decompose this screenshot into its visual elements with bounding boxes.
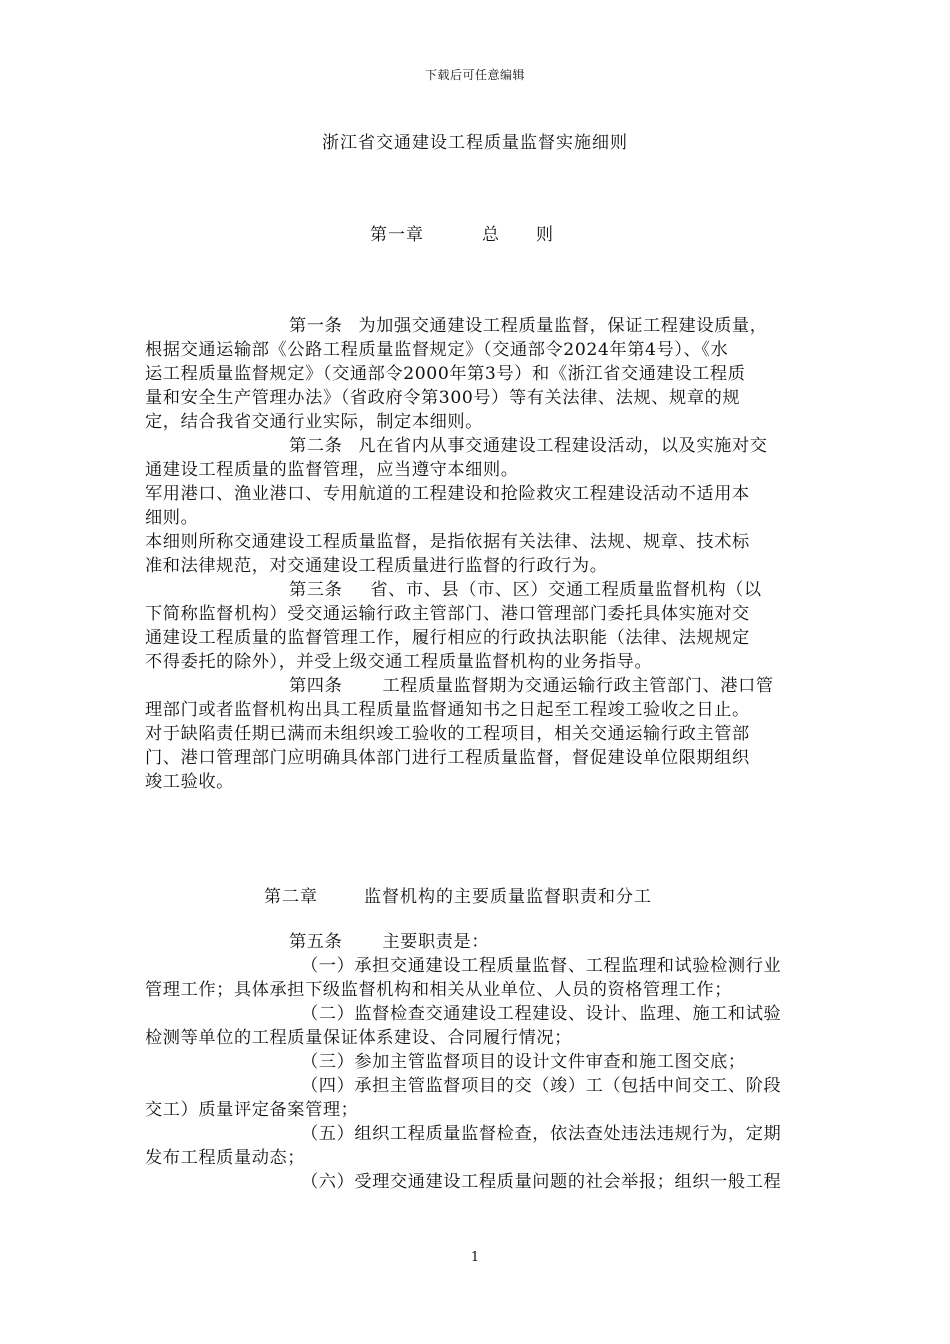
chapter-2-title: 监督机构的主要质量监督职责和分工 — [364, 887, 652, 907]
article-3-label: 第三条 — [289, 580, 343, 600]
article-3-line: 下简称监督机构）受交通运输行政主管部门、港口管理部门委托具体实施对交 — [145, 604, 750, 624]
duty-item: （六）受理交通建设工程质量问题的社会举报；组织一般工程 — [301, 1172, 782, 1192]
article-4-line: 门、港口管理部门应明确具体部门进行工程质量监督，督促建设单位限期组织 — [145, 748, 750, 768]
chapter-1-title-part-2: 则 — [536, 225, 554, 245]
document-title: 浙江省交通建设工程质量监督实施细则 — [322, 133, 628, 153]
article-2-label: 第二条 — [289, 436, 343, 456]
duty-item: （一）承担交通建设工程质量监督、工程监理和试验检测行业 — [301, 956, 782, 976]
article-5-label: 第五条 — [289, 932, 343, 952]
chapter-2-body — [145, 930, 811, 1194]
header-note: 下载后可任意编辑 — [424, 68, 525, 82]
chapter-1-title-part-1: 总 — [482, 225, 500, 245]
duty-item: （三）参加主管监督项目的设计文件审查和施工图交底； — [301, 1052, 746, 1072]
duty-item: 交工）质量评定备案管理； — [145, 1100, 359, 1120]
article-4-line: 竣工验收。 — [145, 772, 234, 792]
duty-item: 管理工作；具体承担下级监督机构和相关从业单位、人员的资格管理工作； — [145, 980, 732, 1000]
chapter-2-heading — [264, 882, 652, 907]
article-2-line: 本细则所称交通建设工程质量监督，是指依据有关法律、法规、规章、技术标 — [145, 532, 750, 552]
duty-item: （五）组织工程质量监督检查，依法查处违法违规行为，定期 — [301, 1124, 782, 1144]
article-4-label: 第四条 — [289, 676, 343, 696]
article-2-text: 凡在省内从事交通建设工程建设活动，以及实施对交 — [358, 436, 768, 456]
article-1-text: 为加强交通建设工程质量监督，保证工程建设质量， — [358, 316, 768, 336]
article-5-line — [145, 930, 811, 954]
article-3-text: 省、市、县（市、区）交通工程质量监督机构（以 — [370, 580, 762, 600]
article-4-text: 工程质量监督期为交通运输行政主管部门、港口管 — [382, 676, 774, 696]
article-1-line: 定，结合我省交通行业实际，制定本细则。 — [145, 412, 483, 432]
article-1-line: 运工程质量监督规定》（交通部令2000年第3号）和《浙江省交通建设工程质 — [145, 364, 746, 384]
article-4-line: 理部门或者监督机构出具工程质量监督通知书之日起至工程竣工验收之日止。 — [145, 700, 750, 720]
duty-item: （二）监督检查交通建设工程建设、设计、监理、施工和试验 — [301, 1004, 782, 1024]
article-2-line — [145, 434, 811, 458]
article-2-line: 军用港口、渔业港口、专用航道的工程建设和抢险救灾工程建设活动不适用本 — [145, 484, 750, 504]
article-4-line: 对于缺陷责任期已满而未组织竣工验收的工程项目，相关交通运输行政主管部 — [145, 724, 750, 744]
chapter-2-number: 第二章 — [264, 887, 318, 907]
duty-item: 发布工程质量动态； — [145, 1148, 306, 1168]
article-3-line: 不得委托的除外），并受上级交通工程质量监督机构的业务指导。 — [145, 652, 653, 672]
article-2-line: 准和法律规范，对交通建设工程质量进行监督的行政行为。 — [145, 556, 608, 576]
article-3-line — [145, 578, 811, 602]
chapter-1-body — [145, 314, 811, 794]
article-5-text: 主要职责是： — [382, 932, 490, 952]
page-number: 1 — [470, 1250, 480, 1265]
chapter-1-heading — [370, 220, 554, 245]
article-2-line: 通建设工程质量的监督管理，应当遵守本细则。 — [145, 460, 519, 480]
article-1-line: 根据交通运输部《公路工程质量监督规定》（交通部令2024年第4号）、《水 — [145, 340, 729, 360]
duty-item: 检测等单位的工程质量保证体系建设、合同履行情况； — [145, 1028, 572, 1048]
article-1-line: 量和安全生产管理办法》（省政府令第300号）等有关法律、法规、规章的规 — [145, 388, 741, 408]
article-2-line: 细则。 — [145, 508, 199, 528]
article-1-label: 第一条 — [289, 316, 343, 336]
duty-item: （四）承担主管监督项目的交（竣）工（包括中间交工、阶段 — [301, 1076, 782, 1096]
article-3-line: 通建设工程质量的监督管理工作，履行相应的行政执法职能（法律、法规规定 — [145, 628, 750, 648]
chapter-1-number: 第一章 — [370, 225, 424, 245]
article-1-line — [145, 314, 811, 338]
article-4-line — [145, 674, 811, 698]
